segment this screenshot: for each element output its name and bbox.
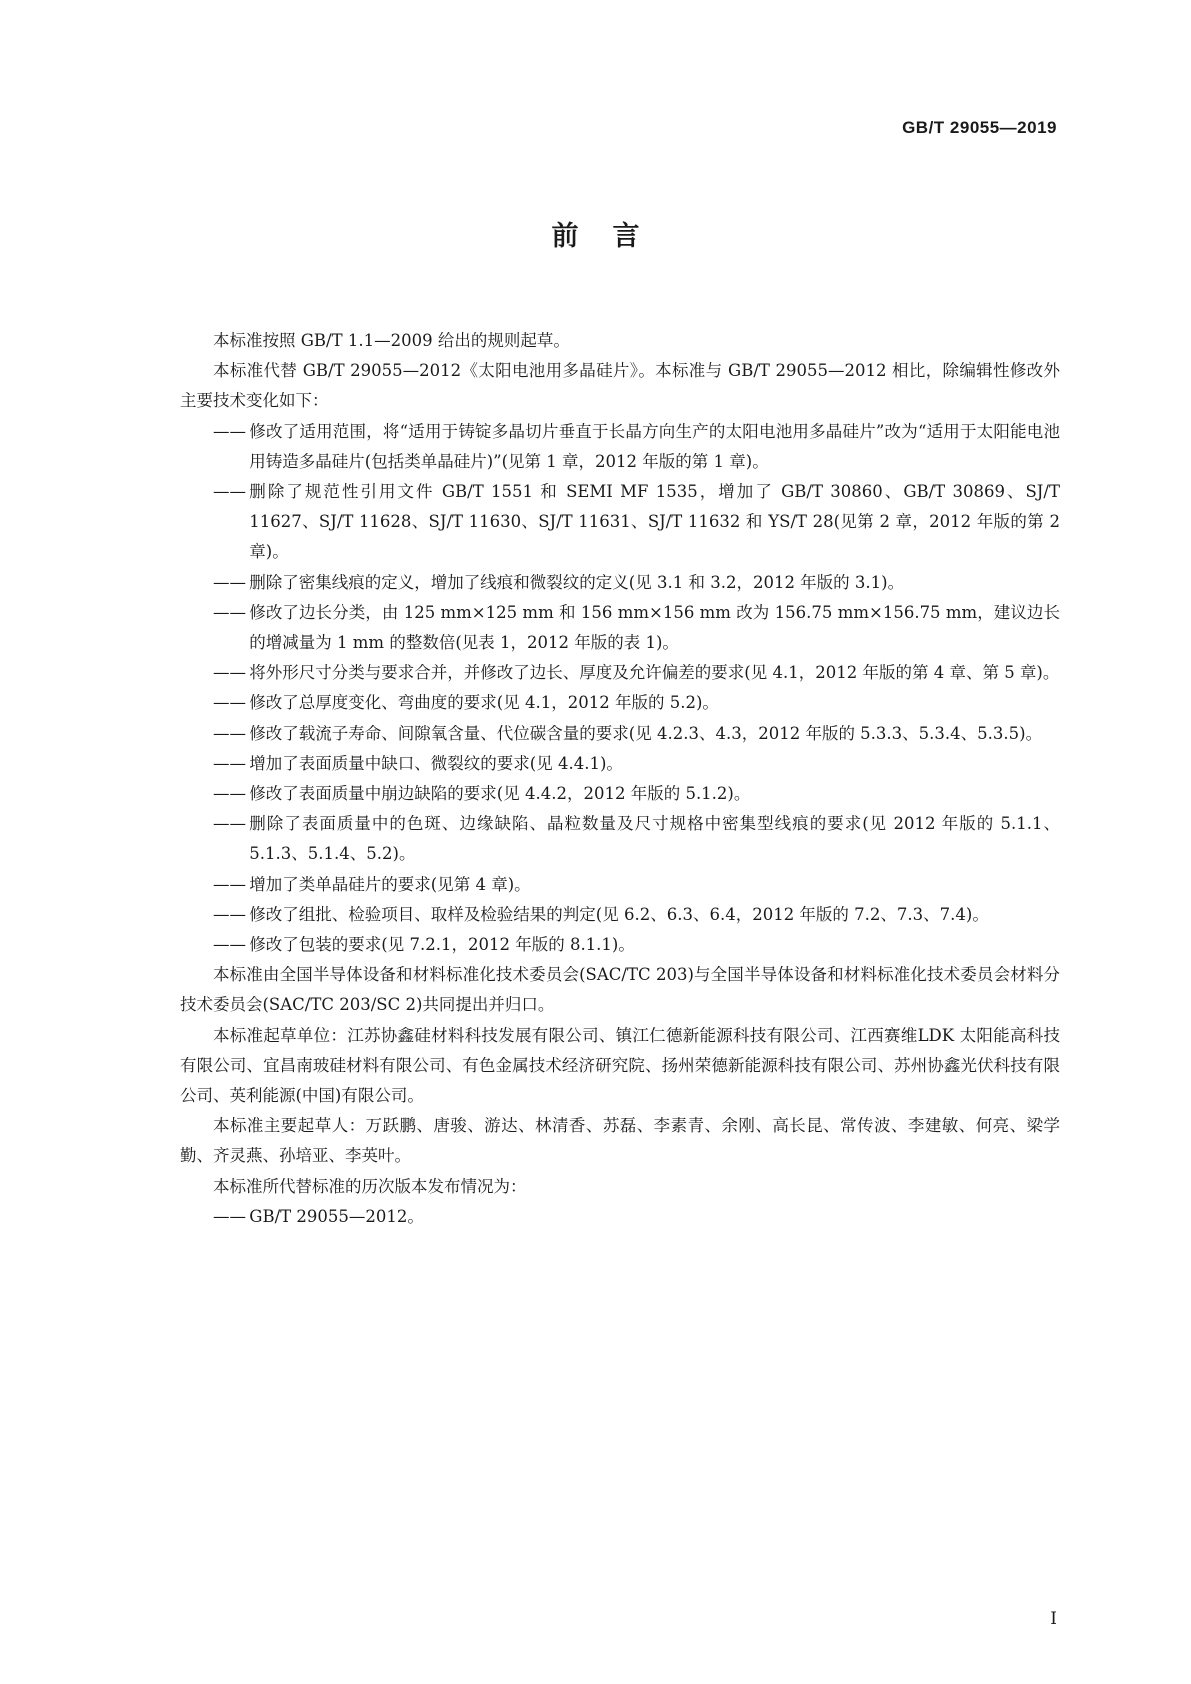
- list-item-text: 将外形尺寸分类与要求合并，并修改了边长、厚度及允许偏差的要求(见 4.1，2012 年版的第 4 章、第 5 章)。: [249, 663, 1060, 683]
- list-item-text: 增加了表面质量中缺口、微裂纹的要求(见 4.4.1)。: [249, 753, 623, 773]
- dash-marker: ——: [213, 602, 246, 622]
- dash-marker: ——: [213, 482, 246, 502]
- list-item-text: 修改了载流子寿命、间隙氧含量、代位碳含量的要求(见 4.2.3、4.3，2012 年版的 5.3.3、5.3.4、5.3.5)。: [249, 723, 1043, 743]
- changes-list: [180, 417, 1060, 961]
- list-item-text: 删除了规范性引用文件 GB/T 1551 和 SEMI MF 1535，增加了 GB/T 30860、GB/T 30869、SJ/T 11627、SJ/T 11628、SJ/T 11630、SJ/T 11631、SJ/T 11632 和 YS/T 28(见第 2 章，2012 年版的第 2 章)。: [249, 482, 1060, 562]
- page-number: I: [1050, 1609, 1057, 1629]
- paragraph: 本标准代替 GB/T 29055—2012《太阳电池用多晶硅片》。本标准与 GB/T 29055—2012 相比，除编辑性修改外主要技术变化如下：: [180, 361, 1060, 411]
- dash-marker: ——: [213, 904, 246, 924]
- list-item-text: 修改了边长分类，由 125 mm×125 mm 和 156 mm×156 mm 改为 156.75 mm×156.75 mm，建议边长的增减量为 1 mm 的整数倍(见表 1，2012 年版的表 1)。: [249, 602, 1060, 653]
- list-item-text: 删除了密集线痕的定义，增加了线痕和微裂纹的定义(见 3.1 和 3.2，2012 年版的 3.1)。: [249, 572, 905, 592]
- list-item: [180, 688, 1060, 718]
- page-title: 前言: [551, 221, 674, 252]
- list-item: [180, 870, 1060, 900]
- list-item-text: 修改了包装的要求(见 7.2.1，2012 年版的 8.1.1)。: [249, 935, 635, 955]
- list-item: [180, 598, 1060, 658]
- history-item-text: GB/T 29055—2012。: [249, 1206, 424, 1226]
- dash-marker: ——: [213, 572, 246, 592]
- dash-marker: ——: [213, 421, 246, 441]
- standard-code: GB/T 29055—2019: [902, 118, 1057, 137]
- list-item: [180, 417, 1060, 477]
- paragraph: 本标准由全国半导体设备和材料标准化技术委员会(SAC/TC 203)与全国半导体设备和材料标准化技术委员会材料分技术委员会(SAC/TC 203/SC 2)共同提出并归口。: [180, 965, 1060, 1015]
- list-item-text: 修改了表面质量中崩边缺陷的要求(见 4.4.2，2012 年版的 5.1.2)。: [249, 784, 751, 804]
- dash-marker: ——: [213, 874, 246, 894]
- list-item: [180, 930, 1060, 960]
- paragraph: 本标准所代替标准的历次版本发布情况为：: [213, 1176, 527, 1196]
- list-item-text: 修改了总厚度变化、弯曲度的要求(见 4.1，2012 年版的 5.2)。: [249, 693, 719, 713]
- list-item: [180, 719, 1060, 749]
- list-item: [180, 658, 1060, 688]
- list-item-text: 修改了适用范围，将“适用于铸锭多晶切片垂直于长晶方向生产的太阳电池用多晶硅片”改为“适用于太阳能电池用铸造多晶硅片(包括类单晶硅片)”(见第 1 章，2012 年版的第 1 章)。: [249, 421, 1060, 471]
- paragraph: 本标准起草单位：江苏协鑫硅材料科技发展有限公司、镇江仁德新能源科技有限公司、江西赛维LDK 太阳能高科技有限公司、宜昌南玻硅材料有限公司、有色金属技术经济研究院、扬州荣德新能源科技有限公司、苏州协鑫光伏科技有限公司、英利能源(中国)有限公司。: [180, 1025, 1060, 1106]
- dash-marker: ——: [213, 663, 246, 683]
- list-item: [180, 809, 1060, 869]
- paragraph: 本标准按照 GB/T 1.1—2009 给出的规则起草。: [213, 331, 570, 350]
- dash-marker: ——: [213, 693, 246, 713]
- dash-marker: ——: [213, 814, 246, 834]
- list-item-text: 增加了类单晶硅片的要求(见第 4 章)。: [249, 874, 531, 894]
- history-item: [180, 1202, 1060, 1232]
- list-item: [180, 477, 1060, 568]
- list-item: [180, 568, 1060, 598]
- list-item: [180, 779, 1060, 809]
- foreword-body: [180, 326, 1060, 1232]
- dash-marker: ——: [213, 1206, 246, 1226]
- dash-marker: ——: [213, 935, 246, 955]
- list-item: [180, 749, 1060, 779]
- list-item: [180, 900, 1060, 930]
- list-item-text: 修改了组批、检验项目、取样及检验结果的判定(见 6.2、6.3、6.4，2012 年版的 7.2、7.3、7.4)。: [249, 904, 989, 924]
- list-item-text: 删除了表面质量中的色斑、边缘缺陷、晶粒数量及尺寸规格中密集型线痕的要求(见 2012 年版的 5.1.1、5.1.3、5.1.4、5.2)。: [249, 814, 1060, 864]
- dash-marker: ——: [213, 753, 246, 773]
- paragraph: 本标准主要起草人：万跃鹏、唐骏、游达、林清香、苏磊、李素青、余刚、高长昆、常传波、李建敏、何亮、梁学勤、齐灵燕、孙培亚、李英叶。: [180, 1116, 1060, 1166]
- dash-marker: ——: [213, 723, 246, 743]
- dash-marker: ——: [213, 784, 246, 804]
